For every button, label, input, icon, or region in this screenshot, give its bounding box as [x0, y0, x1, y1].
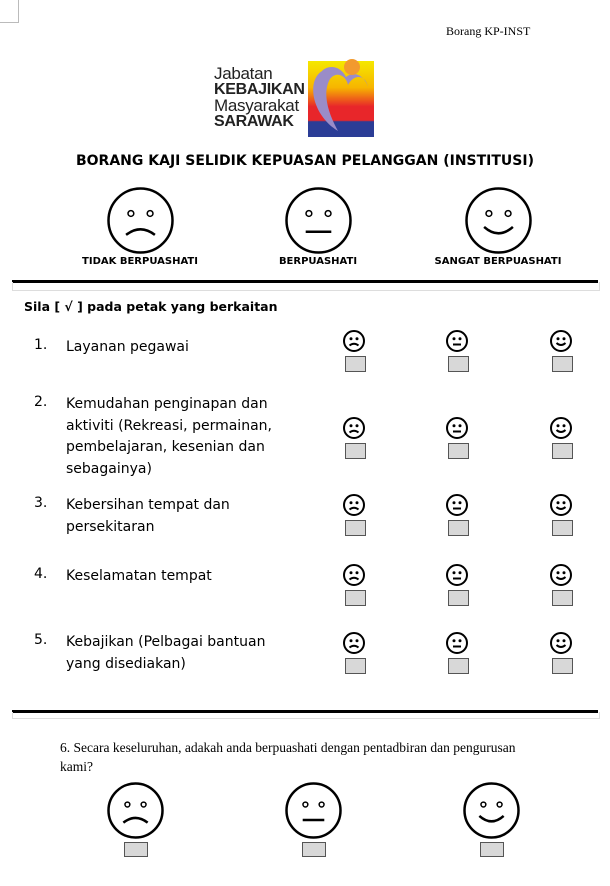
checkbox-q1-berpuashati[interactable]: [448, 356, 469, 372]
form-title: BORANG KAJI SELIDIK KEPUASAN PELANGGAN (INSTITUSI): [75, 153, 534, 169]
checkbox-q3-berpuashati[interactable]: [448, 520, 469, 536]
happy-face-icon: [549, 563, 573, 587]
checkbox-q5-sangat-berpuashati[interactable]: [552, 658, 573, 674]
sad-face-icon: [342, 329, 366, 353]
question-number: 3.: [34, 495, 48, 511]
divider-frame: [12, 282, 600, 291]
overall-question: 6. Secara keseluruhan, adakah anda berpuashati dengan pentadbiran dan pengurusan kami?: [60, 740, 516, 774]
checkbox-q4-tidak-berpuashati[interactable]: [345, 590, 366, 606]
happy-face-icon: [549, 416, 573, 440]
neutral-face-icon: [445, 631, 469, 655]
question-number: 1.: [34, 337, 48, 353]
checkbox-q1-sangat-berpuashati[interactable]: [552, 356, 573, 372]
sad-face-icon: [342, 416, 366, 440]
happy-face-icon: [549, 631, 573, 655]
question-text: Kemudahan penginapan dan aktiviti (Rekreasi, permainan, pembelajaran, kesenian dan sebagainya): [66, 396, 272, 477]
sad-face-icon: [342, 631, 366, 655]
instruction-text: Sila [ √ ] pada petak yang berkaitan: [24, 299, 278, 314]
scale-label-berpuashati: BERPUASHATI: [278, 256, 358, 267]
logo-line: Masyarakat: [214, 96, 299, 115]
question-number: 5.: [34, 632, 48, 648]
sad-face-icon: [342, 563, 366, 587]
checkbox-q3-tidak-berpuashati[interactable]: [345, 520, 366, 536]
checkbox-q4-berpuashati[interactable]: [448, 590, 469, 606]
neutral-face-icon: [284, 186, 353, 255]
logo-line: SARAWAK: [214, 113, 294, 130]
question-number: 2.: [34, 394, 48, 410]
logo-line: Jabatan: [214, 64, 273, 83]
scale-label-tidak-berpuashati: TIDAK BERPUASHATI: [82, 256, 198, 267]
logo-line: KEBAJIKAN: [214, 81, 305, 98]
scale-label-sangat-berpuashati: SANGAT BERPUASHATI: [434, 256, 562, 267]
sad-face-icon: [106, 781, 165, 840]
checkbox-q2-sangat-berpuashati[interactable]: [552, 443, 573, 459]
form-code: Borang KP-INST: [446, 24, 531, 38]
logo-text: [214, 66, 305, 130]
checkbox-q2-tidak-berpuashati[interactable]: [345, 443, 366, 459]
question-number: 4.: [34, 566, 48, 582]
sad-face-icon: [106, 186, 175, 255]
checkbox-q5-tidak-berpuashati[interactable]: [345, 658, 366, 674]
checkbox-q6-berpuashati[interactable]: [302, 842, 326, 857]
checkbox-q6-tidak-berpuashati[interactable]: [124, 842, 148, 857]
divider-frame: [12, 712, 600, 719]
checkbox-q1-tidak-berpuashati[interactable]: [345, 356, 366, 372]
checkbox-q5-berpuashati[interactable]: [448, 658, 469, 674]
happy-face-icon: [462, 781, 521, 840]
checkbox-q6-sangat-berpuashati[interactable]: [480, 842, 504, 857]
happy-face-icon: [549, 329, 573, 353]
happy-face-icon: [464, 186, 533, 255]
checkbox-q3-sangat-berpuashati[interactable]: [552, 520, 573, 536]
checkbox-q2-berpuashati[interactable]: [448, 443, 469, 459]
question-text: Keselamatan tempat: [66, 568, 212, 584]
question-text: Kebajikan (Pelbagai bantuan yang disediakan): [66, 634, 266, 672]
neutral-face-icon: [284, 781, 343, 840]
sad-face-icon: [342, 493, 366, 517]
happy-face-icon: [549, 493, 573, 517]
neutral-face-icon: [445, 563, 469, 587]
question-text: Kebersihan tempat dan persekitaran: [66, 497, 230, 535]
logo-heart-icon: [308, 57, 374, 137]
page-corner-mark: [0, 0, 19, 23]
neutral-face-icon: [445, 493, 469, 517]
checkbox-q4-sangat-berpuashati[interactable]: [552, 590, 573, 606]
neutral-face-icon: [445, 416, 469, 440]
neutral-face-icon: [445, 329, 469, 353]
question-text: Layanan pegawai: [66, 339, 189, 355]
